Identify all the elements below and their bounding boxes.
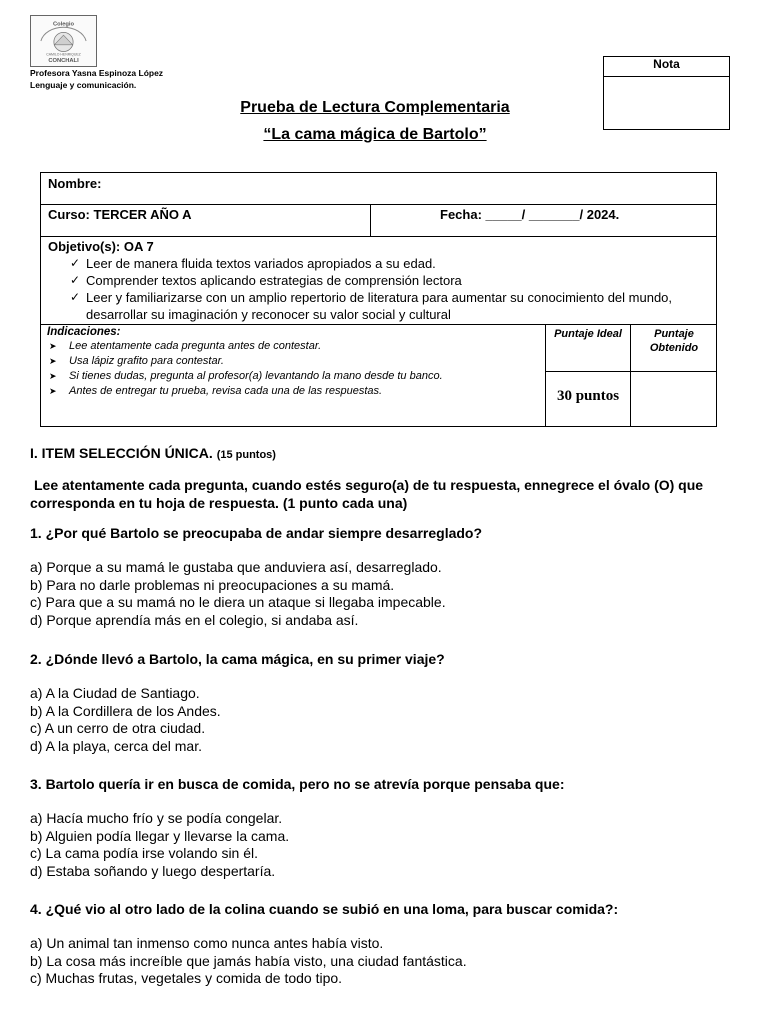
subject-name: Lenguaje y comunicación. [30, 80, 137, 90]
objective-text: Leer y familiarizarse con un amplio repertorio de literatura para aumentar su conocimiento del mundo, desarrollar su imaginación y reconocer su valor social y cultural [86, 290, 673, 322]
answer-option[interactable]: a) Porque a su mamá le gustaba que anduviera así, desarreglado. [30, 559, 442, 575]
answer-option[interactable]: b) La cosa más increíble que jamás había visto, una ciudad fantástica. [30, 952, 467, 969]
arrow-bullet-icon: ➤ [49, 356, 57, 366]
answer-option[interactable]: c) Muchas frutas, vegetales y comida de todo tipo. [30, 970, 343, 986]
answer-option[interactable]: c) La cama podía irse volando sin él. [30, 845, 259, 861]
answer-option[interactable]: d) Porque aprendía más en el colegio, si andaba así. [30, 611, 359, 628]
logo-text-top: Colegio [52, 21, 75, 28]
answer-options [30, 559, 755, 629]
answer-option[interactable]: b) A la Cordillera de los Andes. [30, 702, 221, 719]
instruction-item [47, 369, 540, 384]
answer-option[interactable]: d) Estaba soñando y luego despertaría. [30, 862, 276, 879]
arrow-bullet-icon: ➤ [49, 386, 57, 396]
question-text: 2. ¿Dónde llevó a Bartolo, la cama mágica, en su primer viaje? [30, 651, 445, 667]
section-instruction: Lee atentamente cada pregunta, cuando estés seguro(a) de tu respuesta, ennegrece el óvalo (O) que corresponda en tu hoja de respuesta. (1 punto cada una) [30, 477, 704, 511]
school-logo [30, 15, 97, 67]
objective-text: Comprender textos aplicando estrategias de comprensión lectora [86, 273, 462, 288]
instruction-text: Lee atentamente cada pregunta antes de contestar. [69, 340, 322, 352]
instruction-item [47, 384, 540, 399]
objective-text: Leer de manera fluida textos variados apropiados a su edad. [86, 256, 436, 271]
instructions-list [47, 339, 540, 399]
arrow-bullet-icon: ➤ [49, 371, 57, 381]
grade-label: Nota [604, 57, 729, 77]
student-info-table [40, 172, 717, 427]
objectives-section [41, 237, 716, 325]
answer-options [30, 810, 755, 880]
question-4 [30, 900, 755, 988]
ideal-score-value: 30 puntos [556, 388, 620, 404]
check-icon: ✓ [70, 256, 81, 270]
instructions-section [41, 325, 546, 400]
section-title [30, 445, 276, 461]
course-field: Curso: TERCER AÑO A [41, 205, 371, 236]
answer-option[interactable]: b) Alguien podía llegar y llevarse la cama. [30, 827, 290, 844]
date-field[interactable]: Fecha: _____/ _______/ 2024. [440, 207, 620, 222]
instruction-item [47, 354, 540, 369]
answer-option[interactable]: d) A la playa, cerca del mar. [30, 737, 202, 754]
logo-text-mid: CAMILO HENRIQUEZ [46, 52, 81, 57]
check-icon: ✓ [70, 273, 81, 287]
page-subtitle: “La cama mágica de Bartolo” [263, 126, 487, 143]
name-field[interactable]: Nombre: [41, 173, 716, 205]
objectives-title: Objetivo(s): OA 7 [48, 239, 154, 254]
answer-options [30, 685, 755, 755]
question-text: 3. Bartolo quería ir en busca de comida, pero no se atrevía porque pensaba que: [30, 776, 565, 792]
section-points: (15 puntos) [216, 449, 276, 461]
answer-option[interactable]: c) A un cerro de otra ciudad. [30, 720, 206, 736]
teacher-info [30, 67, 163, 91]
instruction-item [47, 339, 540, 354]
arrow-bullet-icon: ➤ [49, 341, 57, 351]
ideal-score-label: Puntaje Ideal [546, 325, 630, 372]
obtained-score-label: Puntaje Obtenido [631, 325, 717, 372]
grade-box [603, 56, 730, 130]
section-title-text: I. ITEM SELECCIÓN ÚNICA. [30, 445, 213, 461]
answer-option[interactable]: a) Hacía mucho frío y se podía congelar. [30, 810, 283, 826]
answer-option[interactable]: b) Para no darle problemas ni preocupaciones a su mamá. [30, 576, 395, 593]
page-title: Prueba de Lectura Complementaria [240, 99, 510, 116]
question-3 [30, 775, 755, 880]
ideal-score-cell [545, 325, 630, 427]
answer-option[interactable]: a) A la Ciudad de Santiago. [30, 685, 200, 701]
teacher-name: Profesora Yasna Espinoza López [30, 68, 164, 78]
instructions-title: Indicaciones: [47, 326, 121, 338]
answer-option[interactable]: a) Un animal tan inmenso como nunca antes había visto. [30, 935, 384, 951]
objective-item [70, 289, 709, 323]
instructions-row [41, 324, 716, 427]
objective-item [70, 272, 709, 289]
answer-option[interactable]: c) Para que a su mamá no le diera un ataque si llegaba impecable. [30, 594, 446, 610]
objective-item [70, 255, 709, 272]
question-2 [30, 650, 755, 755]
logo-text-bottom: CONCHALI [48, 58, 79, 65]
obtained-score-cell [630, 325, 717, 427]
question-text: 4. ¿Qué vio al otro lado de la colina cuando se subió en una loma, para buscar comida?: [30, 901, 619, 917]
check-icon: ✓ [70, 290, 81, 304]
instruction-text: Si tienes dudas, pregunta al profesor(a) levantando la mano desde tu banco. [69, 370, 443, 382]
answer-options [30, 935, 755, 988]
instruction-text: Antes de entregar tu prueba, revisa cada una de las respuestas. [69, 385, 383, 397]
course-row [41, 205, 716, 237]
objectives-list [70, 255, 709, 323]
question-text: 1. ¿Por qué Bartolo se preocupaba de andar siempre desarreglado? [30, 525, 483, 541]
question-1 [30, 524, 755, 629]
instruction-text: Usa lápiz grafito para contestar. [69, 355, 224, 367]
